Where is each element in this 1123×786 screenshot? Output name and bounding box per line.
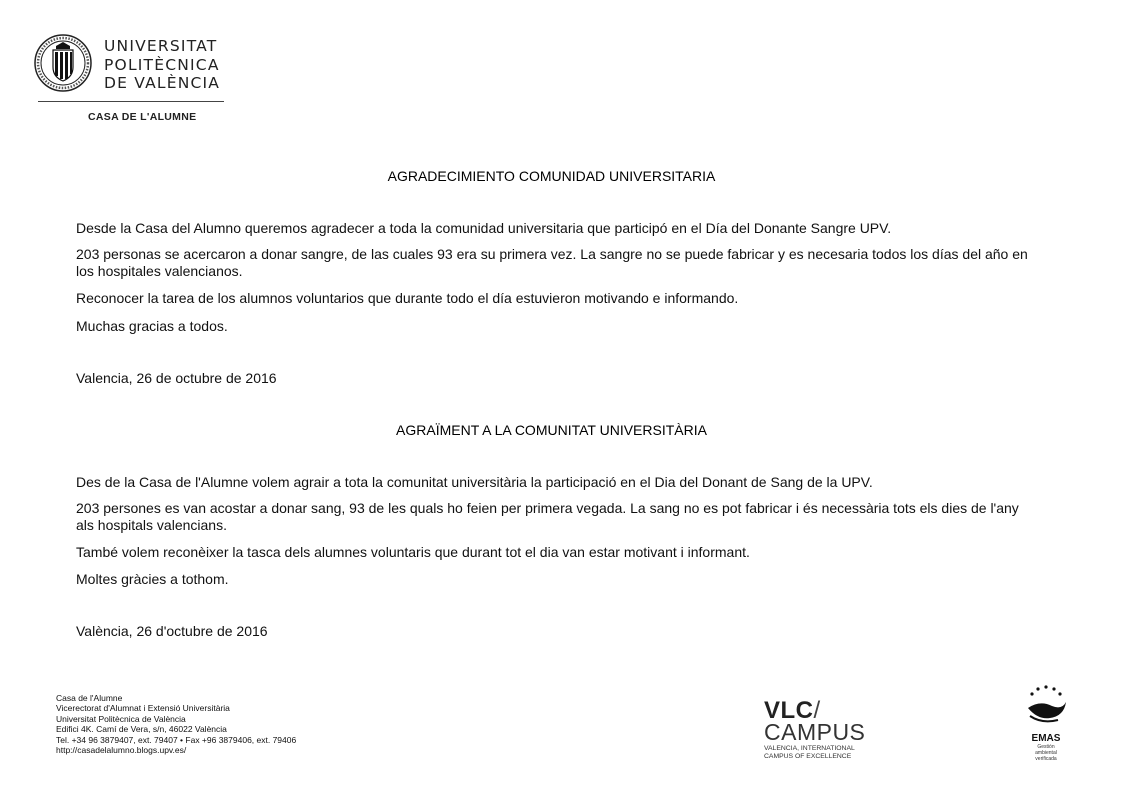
department-name: CASA DE L'ALUMNE (88, 111, 197, 123)
spanish-paragraph: Reconocer la tarea de los alumnos voluntarios que durante todo el día estuvieron motivando e informando. (76, 290, 739, 306)
vlc-subtitle-line: VALENCIA, INTERNATIONAL (764, 745, 855, 752)
valencian-date: València, 26 d'octubre de 2016 (76, 623, 268, 639)
valencian-paragraph: Moltes gràcies a tothom. (76, 571, 229, 587)
valencian-paragraph: 203 persones es van acostar a donar sang, 93 de les quals ho feien per primera vegada. La sang no es pot fabricar i és necessària tots els dies de l'any als hospitals valencians. (76, 500, 1019, 533)
address-line: Edifici 4K. Camí de Vera, s/n, 46022 València (56, 724, 227, 735)
vlc-subtitle-line: CAMPUS OF EXCELLENCE (764, 753, 852, 760)
address-line: Universitat Politècnica de València (56, 713, 186, 724)
university-name-line: DE VALÈNCIA (104, 74, 221, 92)
valencian-paragraph: També volem reconèixer la tasca dels alumnes voluntaris que durant tot el dia van estar motivant i informant. (76, 544, 750, 560)
vlc-logo-text: VLC (764, 697, 814, 724)
emas-subtitle-line: Gestión (1037, 744, 1055, 750)
vlc-campus-logo (764, 697, 874, 770)
address-url[interactable]: http://casadelalumno.blogs.upv.es/ (56, 745, 187, 756)
vlc-logo-slash: / (813, 697, 821, 724)
address-line: Casa de l'Alumne (56, 693, 123, 703)
university-name-line: POLITÈCNICA (104, 55, 220, 74)
emas-subtitle-line: ambiental (1035, 750, 1057, 756)
valencian-paragraph: Des de la Casa de l'Alumne volem agrair a tota la comunitat universitària la participació en el Dia del Donant de Sang de la UPV. (76, 474, 873, 490)
spanish-title: AGRADECIMIENTO COMUNIDAD UNIVERSITARIA (387, 168, 716, 184)
vlc-logo-campus: CAMPUS (764, 719, 866, 745)
vlc-logo-subtitle (764, 745, 874, 761)
spanish-paragraph: 203 personas se acercaron a donar sangre, de las cuales 93 era su primera vez. La sangre no se puede fabricar y es necesaria todos los días del año en los hospitales valencianos. (76, 246, 1028, 279)
footer-address (56, 693, 296, 755)
spanish-paragraph: Muchas gracias a todos. (76, 318, 228, 334)
emas-subtitle (1018, 744, 1074, 762)
address-line: Vicerectorat d'Alumnat i Extensió Universitària (56, 703, 230, 714)
address-line: Tel. +34 96 3879407, ext. 79407 • Fax +96 3879406, ext. 79406 (56, 734, 297, 745)
university-name (104, 37, 220, 93)
emas-subtitle-line: verificada (1035, 756, 1057, 762)
emas-label: EMAS (1031, 733, 1061, 744)
university-seal-icon (34, 34, 92, 92)
emas-stars-icon (1018, 682, 1074, 728)
valencian-title: AGRAÏMENT A LA COMUNITAT UNIVERSITÀRIA (396, 422, 707, 438)
spanish-paragraph: Desde la Casa del Alumno queremos agradecer a toda la comunidad universitaria que participó en el Día del Donante Sangre UPV. (76, 220, 892, 236)
university-name-line: UNIVERSITAT (104, 37, 218, 55)
emas-logo (1018, 682, 1074, 772)
logo-divider (38, 101, 224, 102)
spanish-date: Valencia, 26 de octubre de 2016 (76, 370, 277, 386)
